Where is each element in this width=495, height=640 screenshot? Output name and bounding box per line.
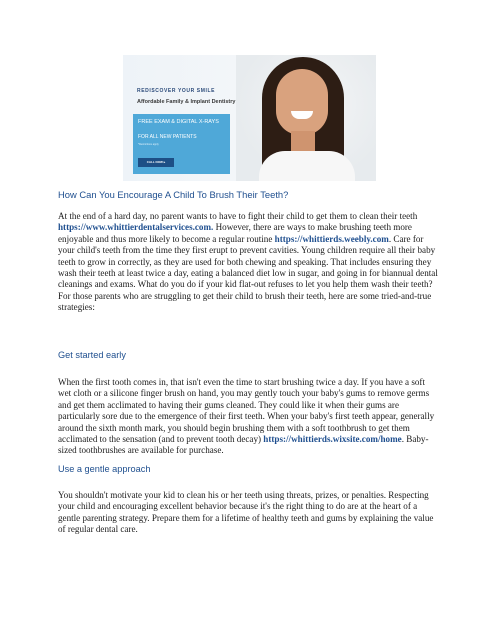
woman-portrait-shirt <box>259 151 355 181</box>
banner-fine-print: *Restrictions apply <box>138 143 159 146</box>
banner-audience-text: FOR ALL NEW PATIENTS <box>138 134 197 140</box>
link-whittierdentalservices[interactable]: https://www.whittierdentalservices.com. <box>58 222 214 233</box>
section-heading-gentle-approach: Use a gentle approach <box>58 464 151 474</box>
link-whittierds-wixsite[interactable]: https://whittierds.wixsite.com/home <box>263 434 402 445</box>
link-whittierds-weebly[interactable]: https://whittierds.weebly.com <box>274 233 389 244</box>
woman-portrait-face <box>276 69 328 135</box>
intro-text-1: At the end of a hard day, no parent wants to have to fight their child to get them to clean their teeth <box>58 211 418 221</box>
call-now-button[interactable]: CALL NOW ▸ <box>138 158 174 167</box>
banner-offer-box <box>133 114 230 174</box>
banner-offer-text: FREE EXAM & DIGITAL X-RAYS <box>138 119 219 125</box>
banner-tagline: REDISCOVER YOUR SMILE <box>137 88 216 94</box>
dental-ad-banner[interactable] <box>123 55 376 181</box>
section1-text-1: When the first tooth comes in, that isn't even the time to start brushing twice a day. If you have a soft wet cloth or a silicone finger brush on hand, you may gently touch your baby's gums to remove germs and get them acclimated to having their gums cleaned. They could like it when their gums are particularly sore due to the emergence of their first teeth. When your baby's first teeth appear, generally around the sixth month mark, you should begin brushing them with a soft toothbrush to get them acclimated to the sensation (and to prevent tooth decay) <box>58 377 435 445</box>
section1-text-2: . Baby-sized toothbrushes are available for purchase. <box>58 434 429 456</box>
section-heading-get-started: Get started early <box>58 350 126 360</box>
banner-subtitle: Affordable Family & Implant Dentistry <box>137 99 236 105</box>
article-title: How Can You Encourage A Child To Brush Their Teeth? <box>58 189 289 200</box>
section2-paragraph: You shouldn't motivate your kid to clean his or her teeth using threats, prizes, or penalties. Respecting your child and encouraging excellent behavior because it's the right thing to do are at the heart of a gentle parenting strategy. Prepare them for a lifetime of healthy teeth and gums by explaining the value of regular dental care. <box>58 490 434 535</box>
intro-text-3: . Care for your child's teeth from the time they first erupt to prevent cavities. Young children require all their baby teeth to grow in correctly, as they are used for both chewing and speaking. That includes ensuring they wash their teeth at least twice a day, eating a balanced diet low in sugar, and going in for biannual dental cleanings and exams. What do you do if your kid flat-out refuses to let you help them wash their teeth? For those parents who are struggling to get their child to brush their teeth, here are some tried-and-true strategies: <box>58 233 438 313</box>
intro-paragraph <box>58 211 440 314</box>
intro-text-2: However, there are ways to make brushing teeth more enjoyable and thus more likely to become a regular routine <box>58 222 412 244</box>
section1-paragraph <box>58 377 440 457</box>
